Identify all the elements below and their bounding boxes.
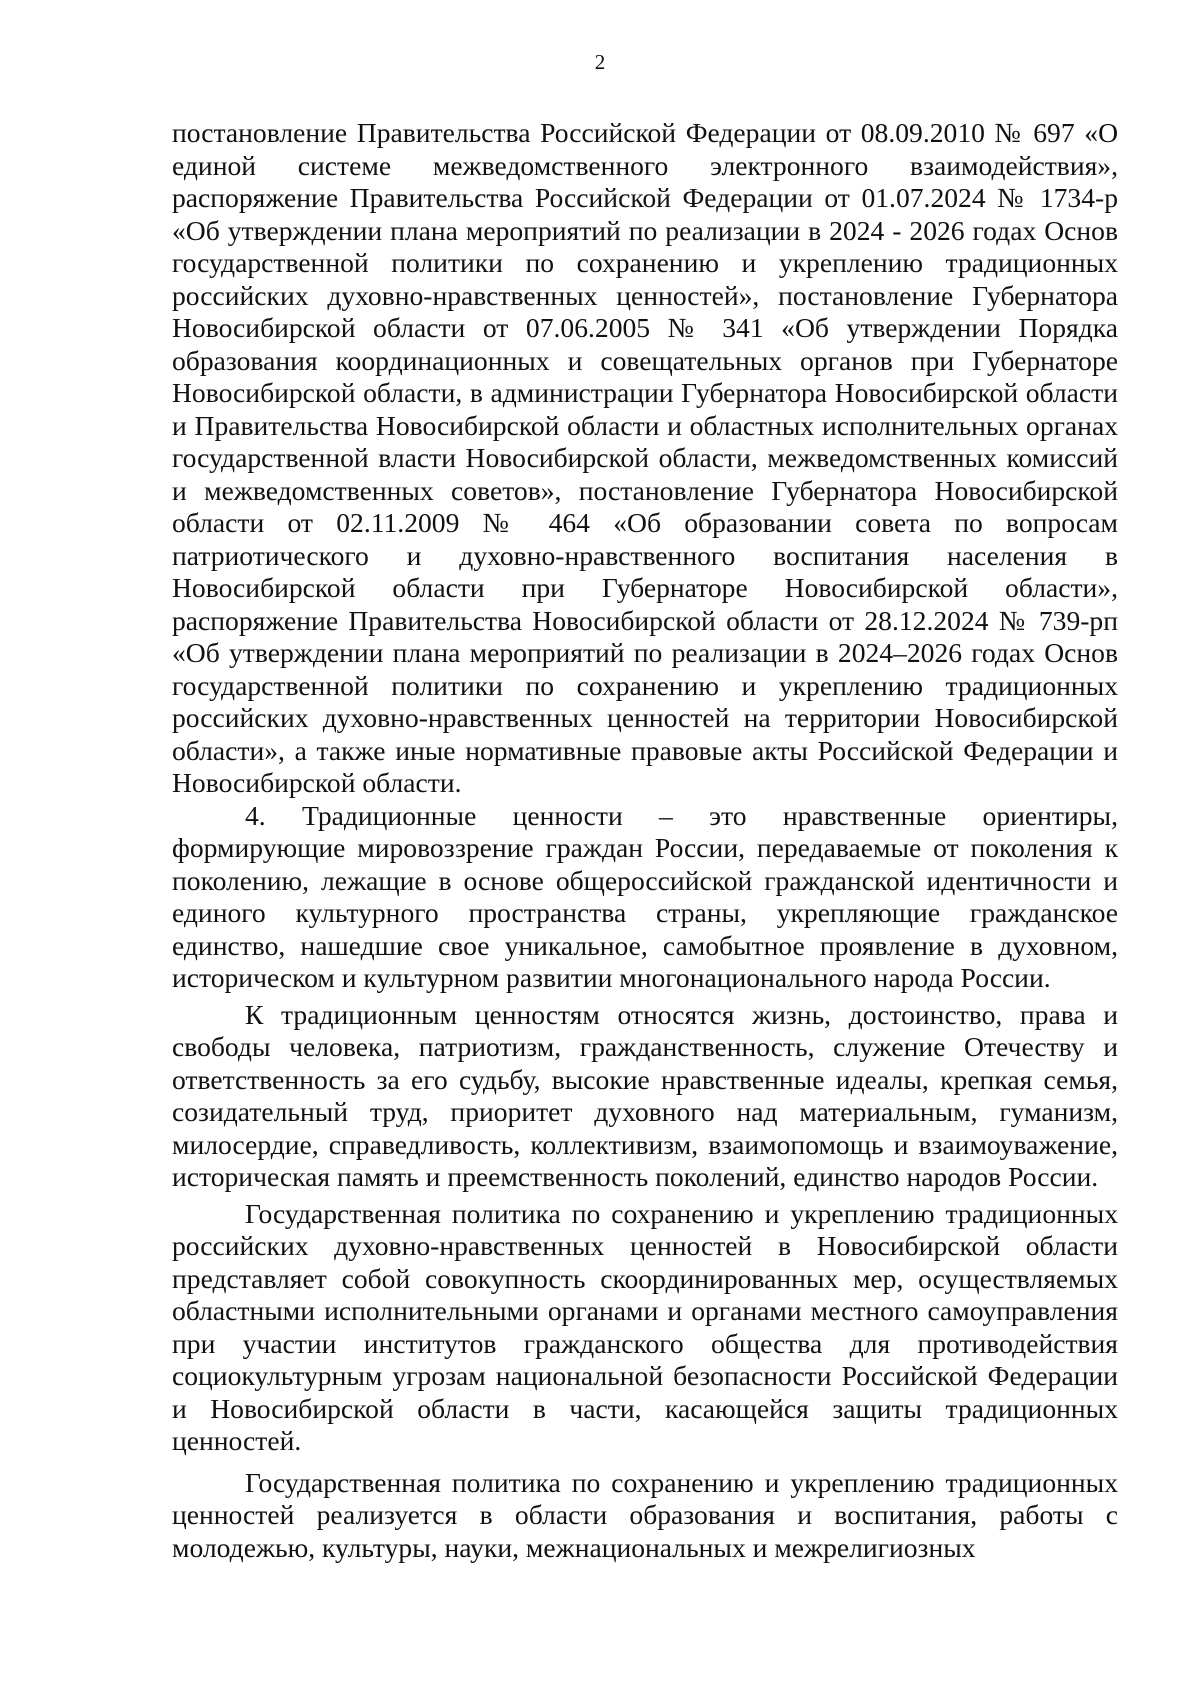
page-number: 2 bbox=[594, 50, 606, 74]
paragraph-traditional-values-list: К традиционным ценностям относятся жизнь, достоинство, права и свободы человека, патриотизм, гражданственность, служение Отечеству и ответственность за его судьбу, высокие нравственные идеалы, крепкая семья, созидательный труд, приоритет духовного над материальным, гуманизм, милосердие, справедливость, коллективизм, взаимопомощь и взаимоуважение, историческая память и преемственность поколений, единство народов России. bbox=[172, 998, 1118, 1192]
paragraph-state-policy: Государственная политика по сохранению и укреплению традиционных российских духовно-нравственных ценностей в Новосибирской области представляет собой совокупность скоординированных мер, осуществляемых областными исполнительными органами и органами местного самоуправления при участии институтов гражданского общества для противодействия социокультурным угрозам национальной безопасности Российской Федерации и Новосибирской области в части, касающейся защиты традиционных ценностей. bbox=[172, 1197, 1118, 1456]
document-body bbox=[172, 117, 1118, 1564]
paragraph-traditional-values-definition: 4. Традиционные ценности – это нравственные ориентиры, формирующие мировоззрение граждан России, передаваемые от поколения к поколению, лежащие в основе общероссийской гражданской идентичности и единого культурного пространства страны, укрепляющие гражданское единство, нашедшие свое уникальное, самобытное проявление в духовном, историческом и культурном развитии многонационального народа России. bbox=[172, 799, 1118, 993]
paragraph-legal-acts: постановление Правительства Российской Федерации от 08.09.2010 № 697 «О единой системе межведомственного электронного взаимодействия», распоряжение Правительства Российской Федерации от 01.07.2024 № 1734-р «Об утверждении плана мероприятий по реализации в 2024 - 2026 годах Основ государственной политики по сохранению и укреплению традиционных российских духовно-нравственных ценностей», постановление Губернатора Новосибирской области от 07.06.2005 № 341 «Об утверждении Порядка образования координационных и совещательных органов при Губернаторе Новосибирской области, в администрации Губернатора Новосибирской области и Правительства Новосибирской области и областных исполнительных органах государственной власти Новосибирской области, межведомственных комиссий и межведомственных советов», постановление Губернатора Новосибирской области от 02.11.2009 № 464 «Об образовании совета по вопросам патриотического и духовно-нравственного воспитания населения в Новосибирской области при Губернаторе Новосибирской области», распоряжение Правительства Новосибирской области от 28.12.2024 № 739-рп «Об утверждении плана мероприятий по реализации в 2024–2026 годах Основ государственной политики по сохранению и укреплению традиционных российских духовно-нравственных ценностей на территории Новосибирской области», а также иные нормативные правовые акты Российской Федерации и Новосибирской области. bbox=[172, 117, 1118, 798]
paragraph-policy-areas: Государственная политика по сохранению и укреплению традиционных ценностей реализуется в области образования и воспитания, работы с молодежью, культуры, науки, межнациональных и межрелигиозных bbox=[172, 1466, 1118, 1563]
